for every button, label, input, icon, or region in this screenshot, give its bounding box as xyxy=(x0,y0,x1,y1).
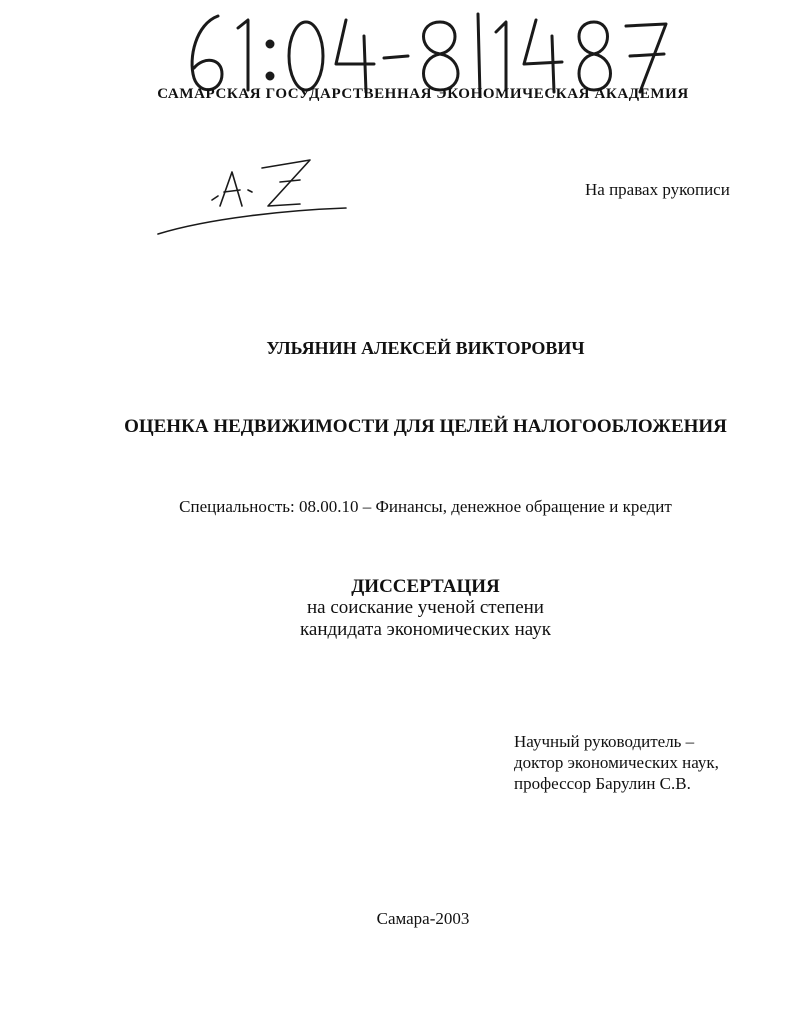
specialty-line: Специальность: 08.00.10 – Финансы, денежное обращение и кредит xyxy=(179,497,672,516)
signature-mark xyxy=(150,150,355,242)
dissertation-title: ОЦЕНКА НЕДВИЖИМОСТИ ДЛЯ ЦЕЛЕЙ НАЛОГООБЛОЖЕНИЯ xyxy=(124,416,727,437)
city-and-year: Самара-2003 xyxy=(376,909,470,928)
manuscript-rights-note: На правах рукописи xyxy=(585,180,730,199)
academy-name: САМАРСКАЯ ГОСУДАРСТВЕННАЯ ЭКОНОМИЧЕСКАЯ АКАДЕМИЯ xyxy=(157,86,689,102)
advisor-line-2: доктор экономических наук, xyxy=(514,753,719,772)
advisor-line-3: профессор Барулин С.В. xyxy=(514,774,691,793)
degree-line-1: на соискание ученой степени xyxy=(307,597,544,618)
advisor-line-1: Научный руководитель – xyxy=(514,732,695,751)
degree-line-2: кандидата экономических наук xyxy=(299,619,552,640)
document-type: ДИССЕРТАЦИЯ xyxy=(351,576,500,597)
author-name: УЛЬЯНИН АЛЕКСЕЙ ВИКТОРОВИЧ xyxy=(266,338,585,358)
